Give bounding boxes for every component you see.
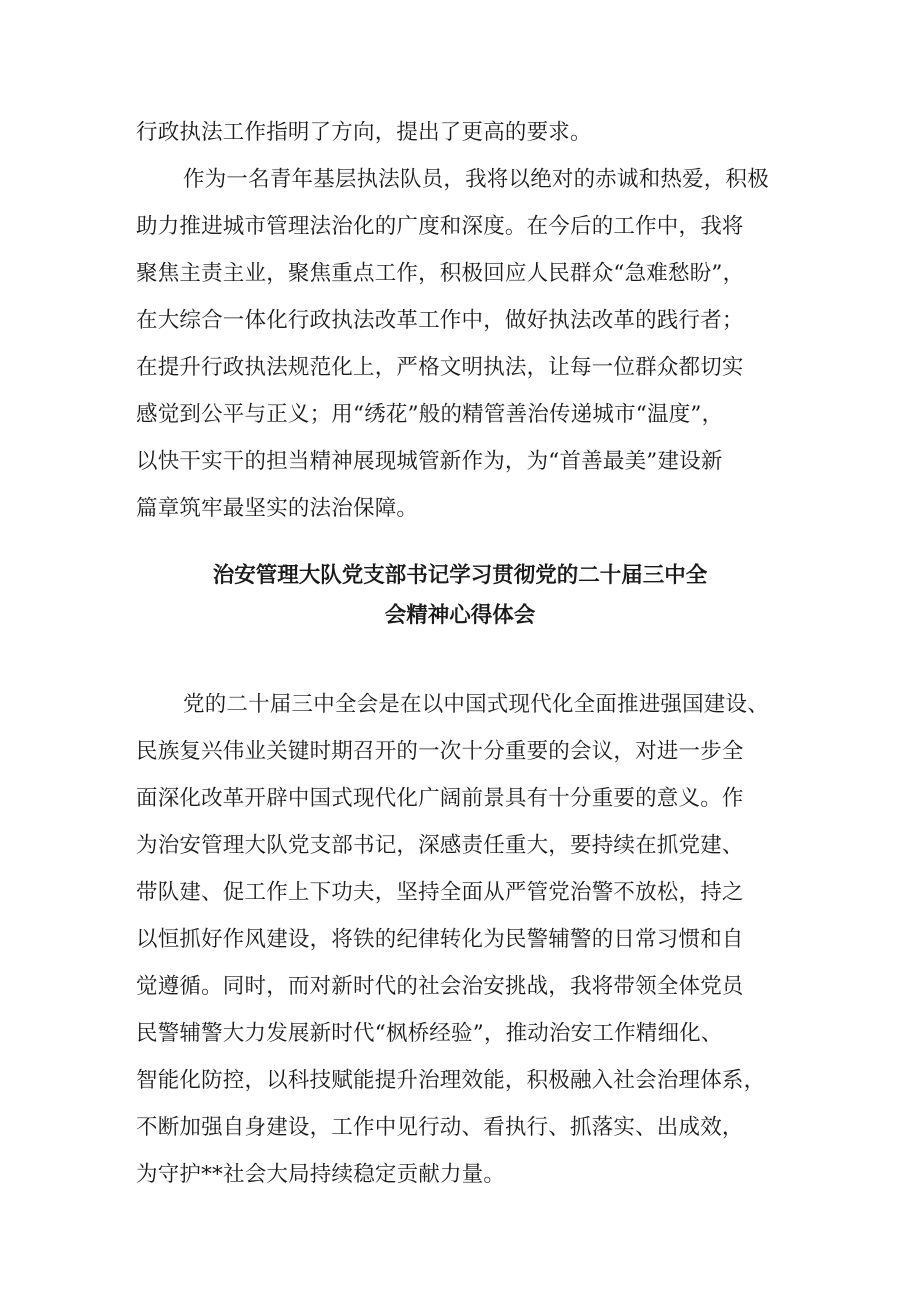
paragraph-line: 为守护**社会大局持续稳定贡献力量。 [136, 1162, 506, 1187]
paragraph-line: 以恒抓好作风建设，将铁的纪律转化为民警辅警的日常习惯和自 [136, 927, 744, 952]
paragraph-line: 不断加强自身建设，工作中见行动、看执行、抓落实、出成效， [136, 1115, 744, 1140]
paragraph-line: 带队建、促工作上下功夫，坚持全面从严管党治警不放松，持之 [136, 880, 744, 905]
paragraph-line: 党的二十届三中全会是在以中国式现代化全面推进强国建设、 [183, 692, 769, 717]
paragraph-line: 作为一名青年基层执法队员，我将以绝对的赤诚和热爱，积极 [183, 167, 769, 192]
paragraph-line: 智能化防控，以科技赋能提升治理效能，积极融入社会治理体系， [136, 1068, 766, 1093]
paragraph-line: 民警辅警大力发展新时代“枫桥经验”，推动治安工作精细化、 [136, 1021, 723, 1046]
paragraph-line: 为治安管理大队党支部书记，深感责任重大，要持续在抓党建、 [136, 833, 744, 858]
paragraph-line: 篇章筑牢最坚实的法治保障。 [136, 496, 419, 521]
paragraph-line: 聚焦主责主业，聚焦重点工作，积极回应人民群众“急难愁盼”， [136, 261, 745, 286]
section-title-line-1: 治安管理大队党支部书记学习贯彻党的二十届三中全 [212, 563, 708, 588]
paragraph-line: 在大综合一体化行政执法改革工作中，做好执法改革的践行者； [136, 308, 744, 333]
paragraph-line: 以快干实干的担当精神展现城管新作为，为“首善最美”建设新 [136, 449, 723, 474]
paragraph-line: 面深化改革开辟中国式现代化广阔前景具有十分重要的意义。作 [136, 786, 744, 811]
paragraph-line: 觉遵循。同时，而对新时代的社会治安挑战，我将带领全体党员 [136, 974, 744, 999]
paragraph-line: 感觉到公平与正义；用“绣花”般的精管善治传递城市“温度”， [136, 402, 724, 427]
paragraph-line: 助力推进城市管理法治化的广度和深度。在今后的工作中，我将 [136, 214, 744, 239]
paragraph-line: 在提升行政执法规范化上，严格文明执法，让每一位群众都切实 [136, 355, 744, 380]
paragraph-line: 民族复兴伟业关键时期召开的一次十分重要的会议，对进一步全 [136, 739, 744, 764]
paragraph-line: 行政执法工作指明了方向，提出了更高的要求。 [136, 120, 592, 145]
section-title-line-2: 会精神心得体会 [384, 603, 536, 628]
